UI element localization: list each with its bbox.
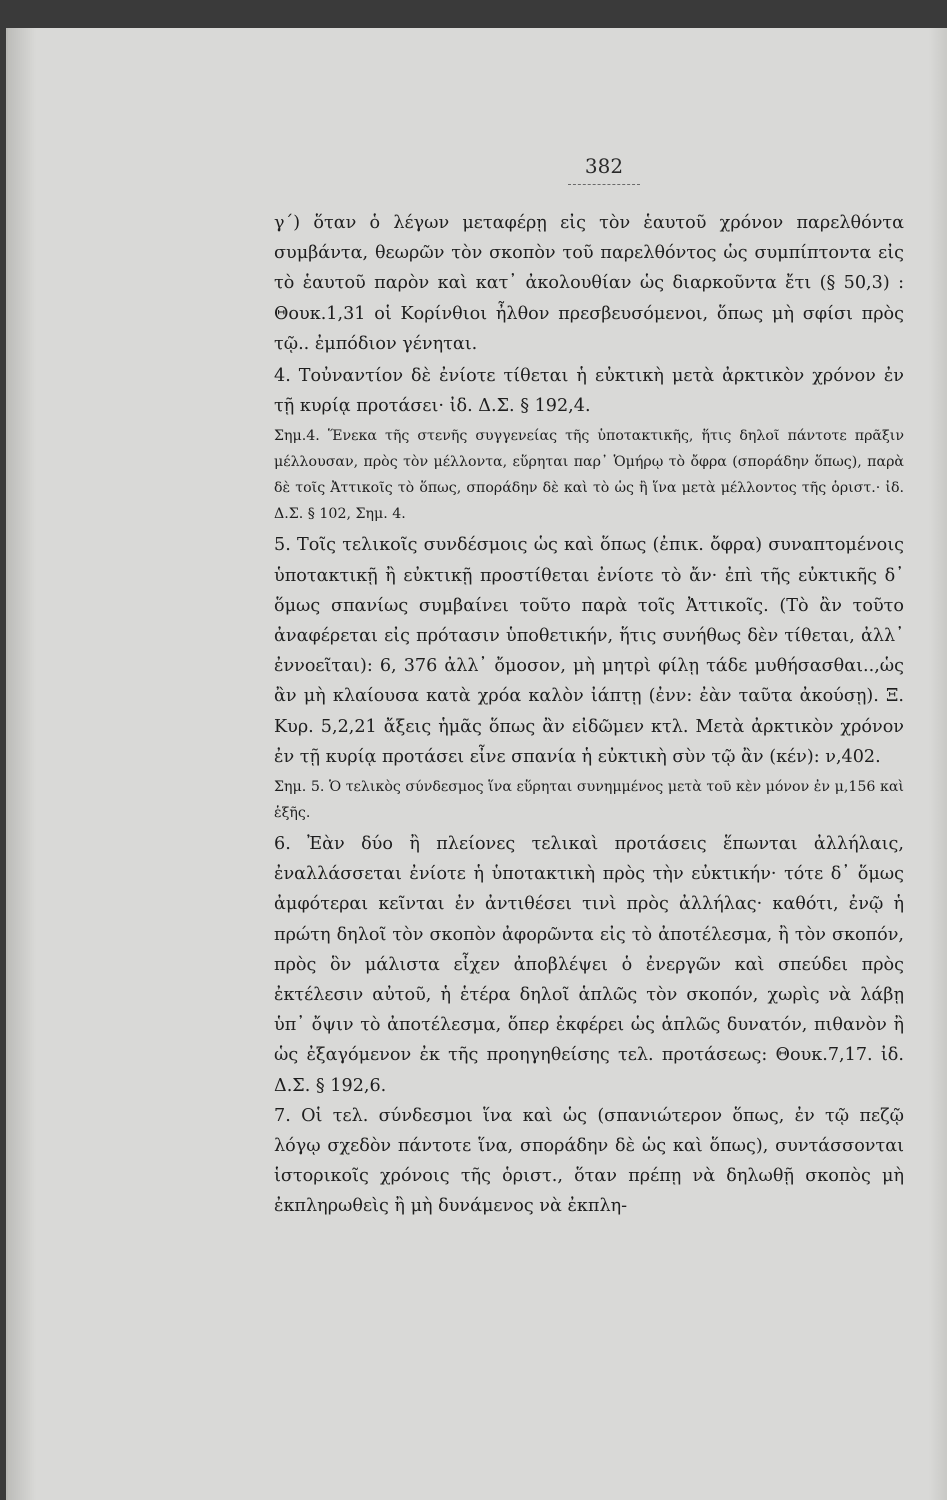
binding-shadow xyxy=(8,28,36,1500)
paragraph-6: 6. Ἐὰν δύο ἢ πλείονες τελικαὶ προτάσεις ἕπωνται ἀλλήλαις, ἐναλλάσσεται ἐνίοτε ἡ ὑποτακτικὴ πρὸς τὴν εὐκτικήν· τότε δ᾽ ὅμως ἀμφότεραι κεῖνται ἐν ἀντιθέσει τινὶ πρὸς ἀλλήλας· καθότι, ἐνῷ ἡ πρώτη δηλοῖ τὸν σκοπὸν ἀφορῶντα εἰς τὸ ἀποτέλεσμα, ἢ τὸν σκοπόν, πρὸς ὃν μάλιστα εἶχεν ἀποβλέψει ὁ ἐνεργῶν καὶ σπεύδει πρὸς ἐκτέλεσιν αὐτοῦ, ἡ ἑτέρα δηλοῖ ἁπλῶς τὸν σκοπόν, χωρὶς νὰ λάβῃ ὑπ᾽ ὄψιν τὸ ἀποτέλεσμα, ὅπερ ἐκφέρει ὡς ἁπλῶς δυνατόν, πιθανὸν ἢ ὡς ἐξαγόμενον ἐκ τῆς προηγηθείσης τελ. προτάσεως: Θουκ.7,17. ἰδ. Δ.Σ. § 192,6. xyxy=(274,834,904,1096)
page-body xyxy=(274,208,904,1222)
paragraph-gamma: γ΄) ὅταν ὁ λέγων μεταφέρῃ εἰς τὸν ἑαυτοῦ χρόνον παρελθόντα συμβάντα, θεωρῶν τὸν σκοπὸν τοῦ παρελθόντος ὡς συμπίπτοντα εἰς τὸ ἑαυτοῦ παρὸν καὶ κατ᾽ ἀκολουθίαν ὡς διαρκοῦντα ἔτι (§ 50,3) : Θουκ.1,31 οἱ Κορίνθιοι ἦλθον πρεσβευσόμενοι, ὅπως μὴ σφίσι πρὸς τῷ.. ἐμπόδιον γένηται. xyxy=(274,213,904,354)
paragraph-5: 5. Τοῖς τελικοῖς συνδέσμοις ὡς καὶ ὅπως (ἐπικ. ὄφρα) συναπτομένοις ὑποτακτικῇ ἢ εὐκτικῇ προστίθεται ἐνίοτε τὸ ἄν· ἐπὶ τῆς εὐκτικῆς δ᾽ ὅμως σπανίως συμβαίνει τοῦτο παρὰ τοῖς Ἀττικοῖς. (Τὸ ἂν τοῦτο ἀναφέρεται εἰς πρότασιν ὑποθετικήν, ἥτις συνήθως δὲν τίθεται, ἀλλ᾽ ἐννοεῖται): 6, 376 ἀλλ᾽ ὄμοσον, μὴ μητρὶ φίλῃ τάδε μυθήσασθαι..,ὡς ἂν μὴ κλαίουσα κατὰ χρόα καλὸν ἰάπτῃ (ἐνν: ἐὰν ταῦτα ἀκούσῃ). Ξ. Κυρ. 5,2,21 ἄξεις ἡμᾶς ὅπως ἂν εἰδῶμεν κτλ. Μετὰ ἀρκτικὸν χρόνον ἐν τῇ κυρίᾳ προτάσει εἶνε σπανία ἡ εὐκτικὴ σὺν τῷ ἂν (κέν): ν,402. xyxy=(274,535,904,767)
paragraph-4: 4. Τοὐναντίον δὲ ἐνίοτε τίθεται ἡ εὐκτικὴ μετὰ ἀρκτικὸν χρόνον ἐν τῇ κυρίᾳ προτάσει· ἰδ. Δ.Σ. § 192,4. xyxy=(274,366,904,417)
book-page xyxy=(6,28,947,1500)
note-4: Σημ.4. Ἕνεκα τῆς στενῆς συγγενείας τῆς ὑποτακτικῆς, ἥτις δηλοῖ πάντοτε πρᾶξιν μέλλουσαν, πρὸς τὸν μέλλοντα, εὕρηται παρ᾽ Ὁμήρῳ τὸ ὄφρα (σποράδην ὅπως), παρὰ δὲ τοῖς Ἀττικοῖς τὸ ὅπως, σποράδην δὲ καὶ τὸ ὡς ἢ ἵνα μετὰ μέλλοντος τῆς ὁριστ.· ἰδ. Δ.Σ. § 102, Σημ. 4. xyxy=(274,428,904,523)
page-edge xyxy=(929,28,947,1500)
page-number: 382 xyxy=(568,154,640,185)
paragraph-7: 7. Οἱ τελ. σύνδεσμοι ἵνα καὶ ὡς (σπανιώτερον ὅπως, ἐν τῷ πεζῷ λόγῳ σχεδὸν πάντοτε ἵνα, σποράδην δὲ ὡς καὶ ὅπως), συντάσσονται ἱστορικοῖς χρόνοις τῆς ὁριστ., ὅταν πρέπῃ νὰ δηλωθῇ σκοπὸς μὴ ἐκπληρωθεὶς ἢ μὴ δυνάμενος νὰ ἐκπλη- xyxy=(274,1105,904,1217)
note-5: Σημ. 5. Ὁ τελικὸς σύνδεσμος ἵνα εὕρηται συνημμένος μετὰ τοῦ κὲν μόνον ἐν μ,156 καὶ ἑξῆς. xyxy=(274,779,904,822)
